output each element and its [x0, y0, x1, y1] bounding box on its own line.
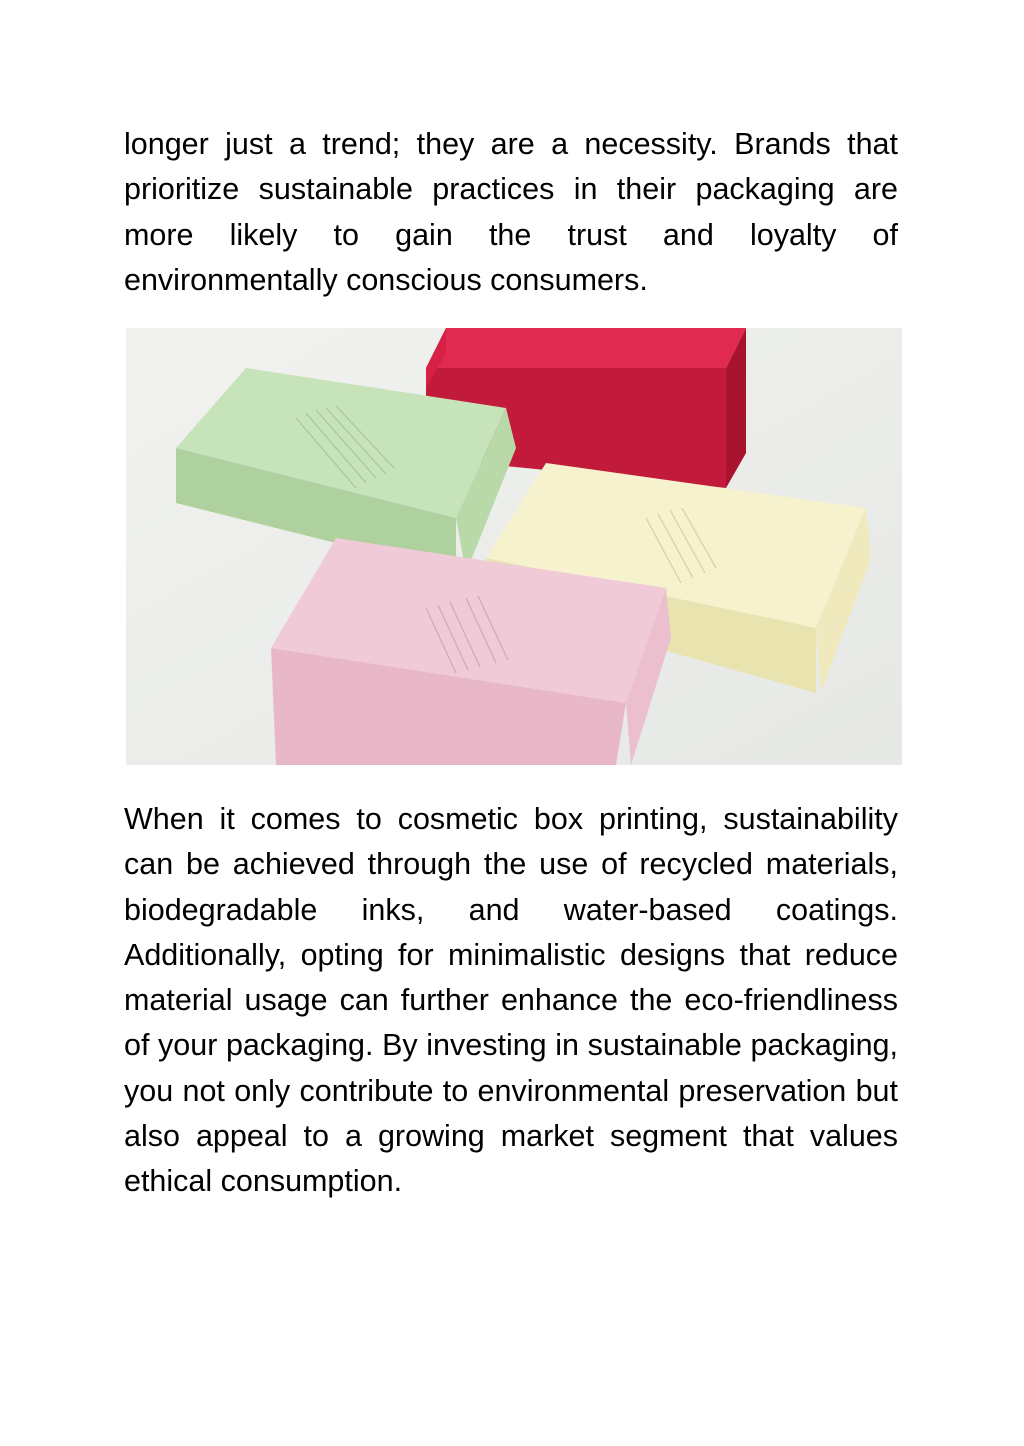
paragraph-sustainability: When it comes to cosmetic box printing, sustainability can be achieved through the use of recycled materials, biodegradable inks, and water-based coatings. Additionally, opting for minimalistic designs that reduce material usage can further enhance the eco-friendliness of your packaging. By investing in sustainable packaging, you not only contribute to environmental preservation but also appeal to a growing market segment that values ethical consumption.: [124, 802, 898, 1199]
paragraph-intro: longer just a trend; they are a necessity. Brands that prioritize sustainable practices in their packaging are more likely to gain the trust and loyalty of environmentally conscious consumers.: [124, 127, 898, 297]
cosmetic-boxes-photo: [126, 328, 902, 765]
